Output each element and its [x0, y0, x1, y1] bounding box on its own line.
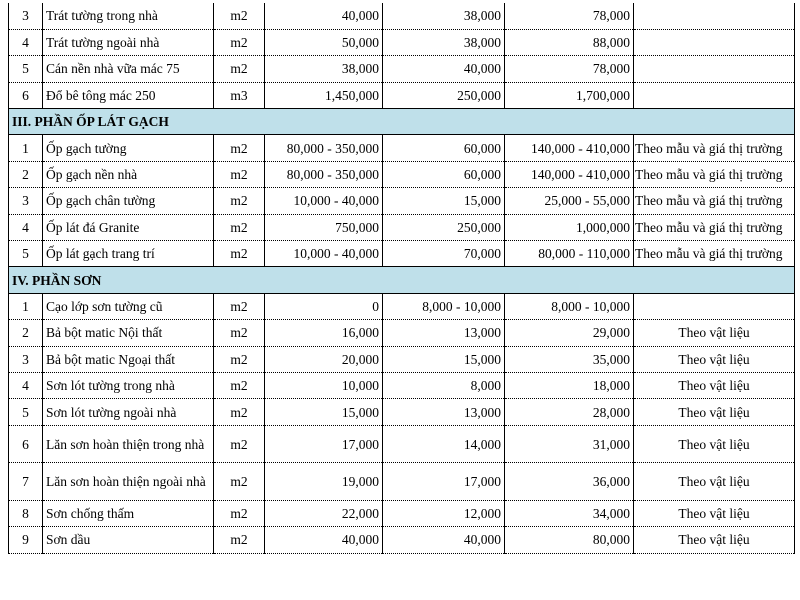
table-row: [9, 241, 795, 267]
material-cost: 17,000: [383, 463, 505, 501]
item-name: Trát tường trong nhà: [43, 3, 214, 29]
total-cost: 140,000 - 410,000: [505, 161, 634, 187]
labor-cost: 80,000 - 350,000: [265, 135, 383, 161]
material-cost: 14,000: [383, 425, 505, 463]
row-number: 5: [9, 56, 43, 82]
total-cost: 36,000: [505, 463, 634, 501]
material-cost: 40,000: [383, 527, 505, 553]
note: [634, 293, 795, 319]
item-name: Sơn lót tường trong nhà: [43, 372, 214, 398]
item-name: Bả bột matic Nội thất: [43, 320, 214, 346]
table-row: [9, 372, 795, 398]
material-cost: 38,000: [383, 29, 505, 55]
item-name: Ốp gạch chân tường: [43, 188, 214, 214]
note: [634, 56, 795, 82]
table-row: [9, 425, 795, 463]
row-number: 3: [9, 346, 43, 372]
item-name: Ốp lát đá Granite: [43, 214, 214, 240]
material-cost: 13,000: [383, 399, 505, 425]
total-cost: 80,000 - 110,000: [505, 241, 634, 267]
table-row: [9, 293, 795, 319]
row-number: 6: [9, 82, 43, 108]
row-number: 4: [9, 372, 43, 398]
note: Theo vật liệu: [634, 320, 795, 346]
material-cost: 250,000: [383, 82, 505, 108]
table-row: [9, 3, 795, 29]
table-row: [9, 82, 795, 108]
labor-cost: 38,000: [265, 56, 383, 82]
item-name: Ốp gạch tường: [43, 135, 214, 161]
table-row: [9, 214, 795, 240]
unit: m2: [214, 500, 265, 526]
unit: m2: [214, 241, 265, 267]
table-row: [9, 161, 795, 187]
row-number: 4: [9, 29, 43, 55]
material-cost: 15,000: [383, 188, 505, 214]
unit: m2: [214, 29, 265, 55]
item-name: Cạo lớp sơn tường cũ: [43, 293, 214, 319]
row-number: 3: [9, 3, 43, 29]
unit: m2: [214, 372, 265, 398]
row-number: 1: [9, 135, 43, 161]
total-cost: 78,000: [505, 3, 634, 29]
unit: m2: [214, 214, 265, 240]
section-title: IV. PHẦN SƠN: [9, 267, 795, 293]
row-number: 6: [9, 425, 43, 463]
unit: m2: [214, 425, 265, 463]
table-row: [9, 29, 795, 55]
note: Theo vật liệu: [634, 346, 795, 372]
labor-cost: 19,000: [265, 463, 383, 501]
unit: m2: [214, 527, 265, 553]
total-cost: 1,700,000: [505, 82, 634, 108]
labor-cost: 40,000: [265, 527, 383, 553]
note: [634, 3, 795, 29]
material-cost: 13,000: [383, 320, 505, 346]
row-number: 2: [9, 320, 43, 346]
material-cost: 12,000: [383, 500, 505, 526]
note: Theo vật liệu: [634, 372, 795, 398]
labor-cost: 10,000 - 40,000: [265, 241, 383, 267]
total-cost: 8,000 - 10,000: [505, 293, 634, 319]
section-title: III. PHẦN ỐP LÁT GẠCH: [9, 109, 795, 135]
row-number: 2: [9, 161, 43, 187]
item-name: Lăn sơn hoàn thiện trong nhà: [43, 425, 214, 463]
note: Theo vật liệu: [634, 500, 795, 526]
labor-cost: 0: [265, 293, 383, 319]
total-cost: 25,000 - 55,000: [505, 188, 634, 214]
item-name: Sơn lót tường ngoài nhà: [43, 399, 214, 425]
table-row: [9, 527, 795, 553]
total-cost: 28,000: [505, 399, 634, 425]
material-cost: 60,000: [383, 135, 505, 161]
table-row: [9, 56, 795, 82]
note: Theo vật liệu: [634, 399, 795, 425]
row-number: 1: [9, 293, 43, 319]
labor-cost: 17,000: [265, 425, 383, 463]
row-number: 5: [9, 241, 43, 267]
unit: m2: [214, 463, 265, 501]
labor-cost: 750,000: [265, 214, 383, 240]
row-number: 8: [9, 500, 43, 526]
material-cost: 38,000: [383, 3, 505, 29]
table-row: [9, 135, 795, 161]
table-row: [9, 463, 795, 501]
row-number: 4: [9, 214, 43, 240]
unit: m2: [214, 135, 265, 161]
table-row: [9, 399, 795, 425]
note: [634, 82, 795, 108]
section-header-painting: [9, 267, 795, 293]
labor-cost: 80,000 - 350,000: [265, 161, 383, 187]
labor-cost: 16,000: [265, 320, 383, 346]
note: Theo mẫu và giá thị trường: [634, 241, 795, 267]
unit: m2: [214, 293, 265, 319]
note: Theo vật liệu: [634, 425, 795, 463]
total-cost: 78,000: [505, 56, 634, 82]
item-name: Sơn chống thấm: [43, 500, 214, 526]
material-cost: 8,000: [383, 372, 505, 398]
material-cost: 70,000: [383, 241, 505, 267]
total-cost: 80,000: [505, 527, 634, 553]
item-name: Ốp gạch nền nhà: [43, 161, 214, 187]
unit: m3: [214, 82, 265, 108]
note: Theo mẫu và giá thị trường: [634, 214, 795, 240]
labor-cost: 15,000: [265, 399, 383, 425]
labor-cost: 1,450,000: [265, 82, 383, 108]
price-table: [8, 3, 795, 554]
labor-cost: 10,000: [265, 372, 383, 398]
labor-cost: 40,000: [265, 3, 383, 29]
note: Theo vật liệu: [634, 527, 795, 553]
unit: m2: [214, 188, 265, 214]
item-name: Trát tường ngoài nhà: [43, 29, 214, 55]
unit: m2: [214, 320, 265, 346]
total-cost: 34,000: [505, 500, 634, 526]
total-cost: 29,000: [505, 320, 634, 346]
total-cost: 1,000,000: [505, 214, 634, 240]
total-cost: 140,000 - 410,000: [505, 135, 634, 161]
item-name: Sơn dầu: [43, 527, 214, 553]
row-number: 9: [9, 527, 43, 553]
material-cost: 250,000: [383, 214, 505, 240]
table-row: [9, 346, 795, 372]
unit: m2: [214, 399, 265, 425]
unit: m2: [214, 346, 265, 372]
item-name: Cán nền nhà vữa mác 75: [43, 56, 214, 82]
item-name: Ốp lát gạch trang trí: [43, 241, 214, 267]
labor-cost: 22,000: [265, 500, 383, 526]
unit: m2: [214, 161, 265, 187]
labor-cost: 10,000 - 40,000: [265, 188, 383, 214]
note: Theo vật liệu: [634, 463, 795, 501]
table-row: [9, 500, 795, 526]
table-row: [9, 188, 795, 214]
total-cost: 35,000: [505, 346, 634, 372]
note: Theo mẫu và giá thị trường: [634, 188, 795, 214]
unit: m2: [214, 56, 265, 82]
material-cost: 15,000: [383, 346, 505, 372]
note: Theo mẫu và giá thị trường: [634, 161, 795, 187]
labor-cost: 20,000: [265, 346, 383, 372]
row-number: 5: [9, 399, 43, 425]
note: [634, 29, 795, 55]
total-cost: 88,000: [505, 29, 634, 55]
unit: m2: [214, 3, 265, 29]
row-number: 3: [9, 188, 43, 214]
total-cost: 18,000: [505, 372, 634, 398]
item-name: Bả bột matic Ngoại thất: [43, 346, 214, 372]
row-number: 7: [9, 463, 43, 501]
item-name: Đổ bê tông mác 250: [43, 82, 214, 108]
material-cost: 40,000: [383, 56, 505, 82]
item-name: Lăn sơn hoàn thiện ngoài nhà: [43, 463, 214, 501]
material-cost: 60,000: [383, 161, 505, 187]
material-cost: 8,000 - 10,000: [383, 293, 505, 319]
note: Theo mẫu và giá thị trường: [634, 135, 795, 161]
total-cost: 31,000: [505, 425, 634, 463]
table-row: [9, 320, 795, 346]
labor-cost: 50,000: [265, 29, 383, 55]
section-header-tiling: [9, 109, 795, 135]
